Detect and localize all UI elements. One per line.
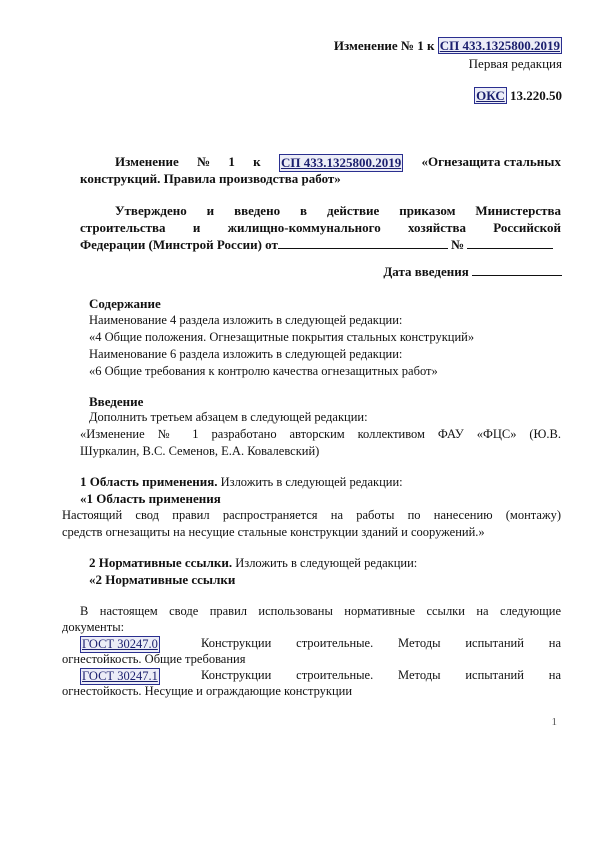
section1-body-line1: Настоящий свод правил распространяется на работы по нанесению (монтажу) bbox=[62, 508, 561, 522]
edition-label: Первая редакция bbox=[468, 56, 562, 71]
section1-line bbox=[80, 474, 403, 490]
section1-body-line2: средств огнезащиты на несущие стальные конструкции зданий и сооружений.» bbox=[62, 525, 485, 539]
section2-instruction: Изложить в следующей редакции: bbox=[232, 556, 418, 570]
oks-code: 13.220.50 bbox=[510, 88, 562, 103]
introduction-line1: Дополнить третьем абзацем в следующей редакции: bbox=[89, 410, 368, 424]
section2-para-line1: В настоящем своде правил использованы нормативные ссылки на следующие bbox=[80, 604, 561, 618]
section2-para-line2: документы: bbox=[62, 620, 125, 634]
intro-date-blank bbox=[472, 275, 562, 276]
reference-tail: Конструкции строительные. Методы испытаний на bbox=[201, 636, 561, 650]
approval-number-sign: № bbox=[451, 237, 465, 252]
section1-sub-heading: «1 Область применения bbox=[80, 491, 221, 506]
contents-line: «6 Общие требования к контролю качества огнезащитных работ» bbox=[89, 364, 438, 378]
doc-title-line2: конструкций. Правила производства работ» bbox=[80, 171, 341, 186]
change-header bbox=[334, 38, 562, 54]
title-tail: «Огнезащита стальных bbox=[421, 154, 561, 169]
introduction-heading: Введение bbox=[89, 394, 144, 409]
approval-line3-text: Федерации (Минстрой России) от bbox=[80, 237, 278, 252]
introduction-line3: Шуркалин, В.С. Семенов, Е.А. Ковалевский) bbox=[80, 444, 320, 458]
change-header-prefix: Изменение № 1 к bbox=[333, 38, 438, 53]
gost-30247-1-link[interactable]: ГОСТ 30247.1 bbox=[82, 669, 158, 683]
title-word: к bbox=[253, 154, 261, 169]
intro-date-line bbox=[383, 264, 562, 280]
section1-instruction: Изложить в следующей редакции: bbox=[217, 475, 403, 489]
reference-tail: Конструкции строительные. Методы испытаний на bbox=[201, 668, 561, 682]
title-word: 1 bbox=[228, 154, 235, 169]
section2-heading: 2 Нормативные ссылки. bbox=[89, 555, 233, 570]
reference-row bbox=[80, 636, 561, 653]
title-word: № bbox=[197, 154, 211, 169]
reference-line2: огнестойкость. Несущие и ограждающие конструкции bbox=[62, 684, 353, 698]
contents-heading: Содержание bbox=[89, 296, 161, 311]
section1-heading: 1 Область применения. bbox=[80, 474, 218, 489]
contents-line: Наименование 6 раздела изложить в следующей редакции: bbox=[89, 347, 403, 361]
title-sp-link[interactable]: СП 433.1325800.2019 bbox=[280, 155, 402, 170]
approval-line2: строительства и жилищно-коммунального хозяйства Российской bbox=[80, 220, 561, 235]
gost-30247-0-link[interactable]: ГОСТ 30247.0 bbox=[82, 637, 158, 651]
contents-line: Наименование 4 раздела изложить в следующей редакции: bbox=[89, 313, 403, 327]
oks-link[interactable]: ОКС bbox=[476, 88, 505, 103]
approval-line1: Утверждено и введено в действие приказом Министерства bbox=[115, 203, 561, 218]
approval-line3 bbox=[80, 237, 553, 253]
reference-line2: огнестойкость. Общие требования bbox=[62, 652, 246, 666]
doc-title-line1 bbox=[115, 154, 561, 172]
section2-sub-heading: «2 Нормативные ссылки bbox=[89, 572, 236, 587]
page-number: 1 bbox=[551, 716, 557, 728]
oks-line bbox=[474, 88, 562, 104]
section2-line bbox=[89, 555, 417, 571]
sp-document-link[interactable]: СП 433.1325800.2019 bbox=[439, 38, 560, 53]
title-word: Изменение bbox=[115, 154, 179, 169]
introduction-line2: «Изменение № 1 разработано авторским коллективом ФАУ «ФЦС» (Ю.В. bbox=[80, 427, 561, 441]
approval-number-blank bbox=[467, 248, 553, 249]
intro-date-label: Дата введения bbox=[383, 264, 469, 279]
contents-line: «4 Общие положения. Огнезащитные покрытия стальных конструкций» bbox=[89, 330, 475, 344]
approval-date-blank bbox=[278, 248, 448, 249]
reference-row bbox=[80, 668, 561, 685]
